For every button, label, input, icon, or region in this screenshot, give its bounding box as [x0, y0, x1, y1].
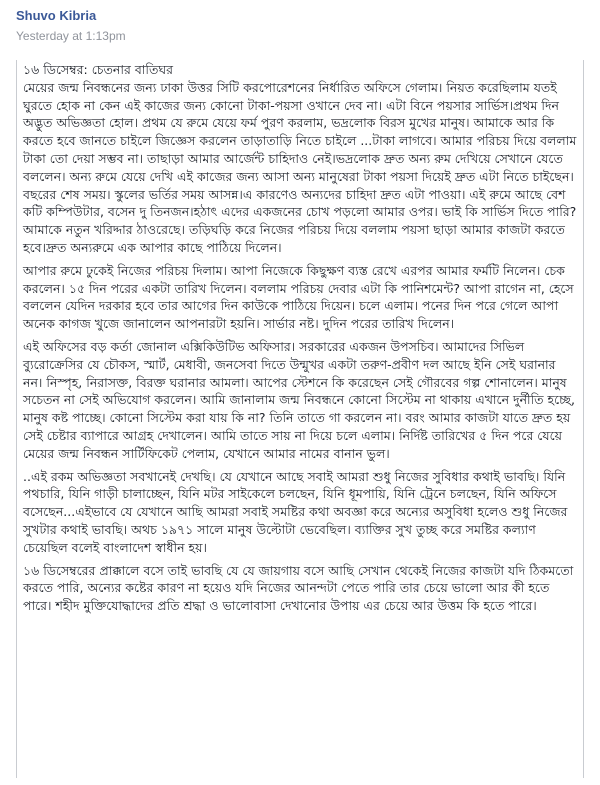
post-paragraph-3: এই অফিসের বড় কর্তা জোনাল এক্সিকিউটিভ অফিসার। সরকারের একজন উপসচিব। আমাদের সিভিল ব্যুরোক্রেসির যে চৌকস, স্মার্ট, মেধাবী, জনসেবা দিতে উন্মুখর একটা তরুণ-প্রবীণ দল আছে ইনি সেই ঘরানার নন। নিস্পৃহ, নিরাসক্ত, বিরক্ত ঘরানার আমলা। আপের স্টেশনে কি করেছেন সেই গৌরবের গল্প শোনালেন। মানুষ সচেতন না সেই অভিযোগ করলেন। আমি জানালাম জন্ম নিবন্ধনে কোনো সিস্টেম না থাকায় এখানে দুর্নীতি হচ্ছে, মানুষ কষ্ট পাচ্ছে। কোনো সিস্টেম করা যায় কি না? তিনি তাতে গা করলেন না। বরং আমার কাজটা যাতে দ্রুত হয় সেই চেষ্টার ব্যাপারে আগ্রহ দেখালেন। আমি তাতে সায় না দিয়ে চলে এলাম। নির্দিষ্ট তারিখের ৫ দিন পরে যেয়ে মেয়ের জন্ম নিবন্ধন সার্টিফিকেট পেলাম, যেখানে আমার নামের বানান ভুল। — [23, 338, 575, 461]
post-paragraph-5: ১৬ ডিসেম্বরের প্রাক্কালে বসে তাই ভাবছি যে যে জায়গায় বসে আছি সেখান থেকেই নিজের কাজটা যদি ঠিকমতো করতে পারি, অন্যের কষ্টের কারণ না হয়েও যদি নিজের আনন্দটা পেতে পারি তার চেয়ে ভালো আর কী হতে পারে। শহীদ মুক্তিযোদ্ধাদের প্রতি শ্রদ্ধা ও ভালোবাসা দেখানোর উপায় এর চেয়ে আর উত্তম কি হতে পারে। — [23, 562, 574, 614]
post-paragraph-4: ..এই রকম অভিজ্ঞতা সবখানেই দেখছি। যে যেখানে আছে সবাই আমরা শুধু নিজের সুবিধার কথাই ভাবছি। যিনি পথচারি, যিনি গাড়ী চালাচ্ছেন, যিনি মটর সাইকেলে চলছেন, যিনি ধূমপায়ি, যিনি ট্রেনে চলছেন, যিনি অফিসে বসেছেন...এইভাবে যে যেখানে আছি আমরা সবাই সমষ্টির কথা অবজ্ঞা করে অন্যের অসুবিধা হলেও শুধু নিজের সুখটার কথাই ভাবছি। অথচ ১৯৭১ সালে মানুষ উল্টোটা ভেবেছিল। ব্যাক্তির সুখ তুচ্ছ করে সমষ্টির কল্যাণ চেয়েছিল বলেই বাংলাদেশ স্বাধীন হয়। — [23, 468, 568, 555]
post-body — [16, 60, 584, 778]
post-paragraph-1: ১৬ ডিসেম্বর: চেতনার বাতিঘর মেয়ের জন্ম নিবন্ধনের জন্য ঢাকা উত্তর সিটি করপোরেশনের নির্ধারিত অফিসে গেলাম। নিয়ত করেছিলাম যতই ঘুরতে হোক না কেন এই কাজের জন্য কোনো টাকা-পয়সা ওখানে দেব না। এটা বিনে পয়সার সার্ভিস।প্রথম দিন অদ্ভুত অভিজ্ঞতা হোল। প্রথম যে রুমে যেয়ে ফর্ম পুরণ করলাম, ভদ্রলোক বিরস মুখের মানুষ। আমাকে আর কি করতে হবে জানতে চাইলে জিজ্ঞেস করলেন তাড়াতাড়ি নিতে চাইলে ...টাকা লাগবে। আমার পরিচয় দিয়ে বললাম টাকা তো দেয়া সম্ভব না। তাছাড়া আমার আর্জেন্ট চাহিদাও নেই।ভদ্রলোক দ্রুত অন্য রুম দেখিয়ে সেখানে যেতে বললেন। অন্য রুমে যেয়ে দেখি এই কাজের জন্য আসা অন্য মানুষেরা টাকা পয়সা দিয়েই দ্রুত এটা নিতে চাইছেন। বছরের শেষ সময়। স্কুলের ভর্তির সময় আসন্ন।এ কারণেও অন্যদের চাহিদা দ্রুত এটা পাওয়া। এই রুমে আছে বেশ কটি কম্পিউটার, বসেন দু তিনজন।হঠাৎ এদের একজনের চোখ পড়লো আমার ওপর। ভাই কি সার্ভিস দিতে পারি? আমাকে নতুন খরিদ্দার ঠাওরেছে। তড়িঘড়ি করে নিজের পরিচয় দিয়ে বললাম পয়সা ছাড়া আমার কাজটা করতে হবে।দ্রুত অন্যরুমে এক আপার কাছে পাঠিয়ে দিলেন। — [23, 62, 577, 255]
post-paragraph-2: আপার রুমে ঢুকেই নিজের পরিচয় দিলাম। আপা নিজেকে কিছুক্ষণ ব্যস্ত রেখে এরপর আমার ফর্মটি নিলেন। চেক করলেন। ১৫ দিন পরের একটা তারিখ দিলেন। বললাম পরিচয় দেবার এটা কি পানিশমেন্ট? আপা রাগেন না, হেসে বললেন যেদিন দরকার হবে তার আগের দিন কাউকে পাঠিয়ে দিয়েন। চলে এলাম। পনের দিন পরে গেলে আপা অনেক কাগজ খুজে জানালেন আপনারটা হয়নি। সার্ভার নষ্ট। দুদিন পরের তারিখ দিলেন। — [23, 262, 574, 332]
author-name-link[interactable]: Shuvo Kibria — [16, 8, 97, 23]
post-header — [0, 0, 600, 43]
post-timestamp-link[interactable]: Yesterday at 1:13pm — [16, 29, 126, 43]
